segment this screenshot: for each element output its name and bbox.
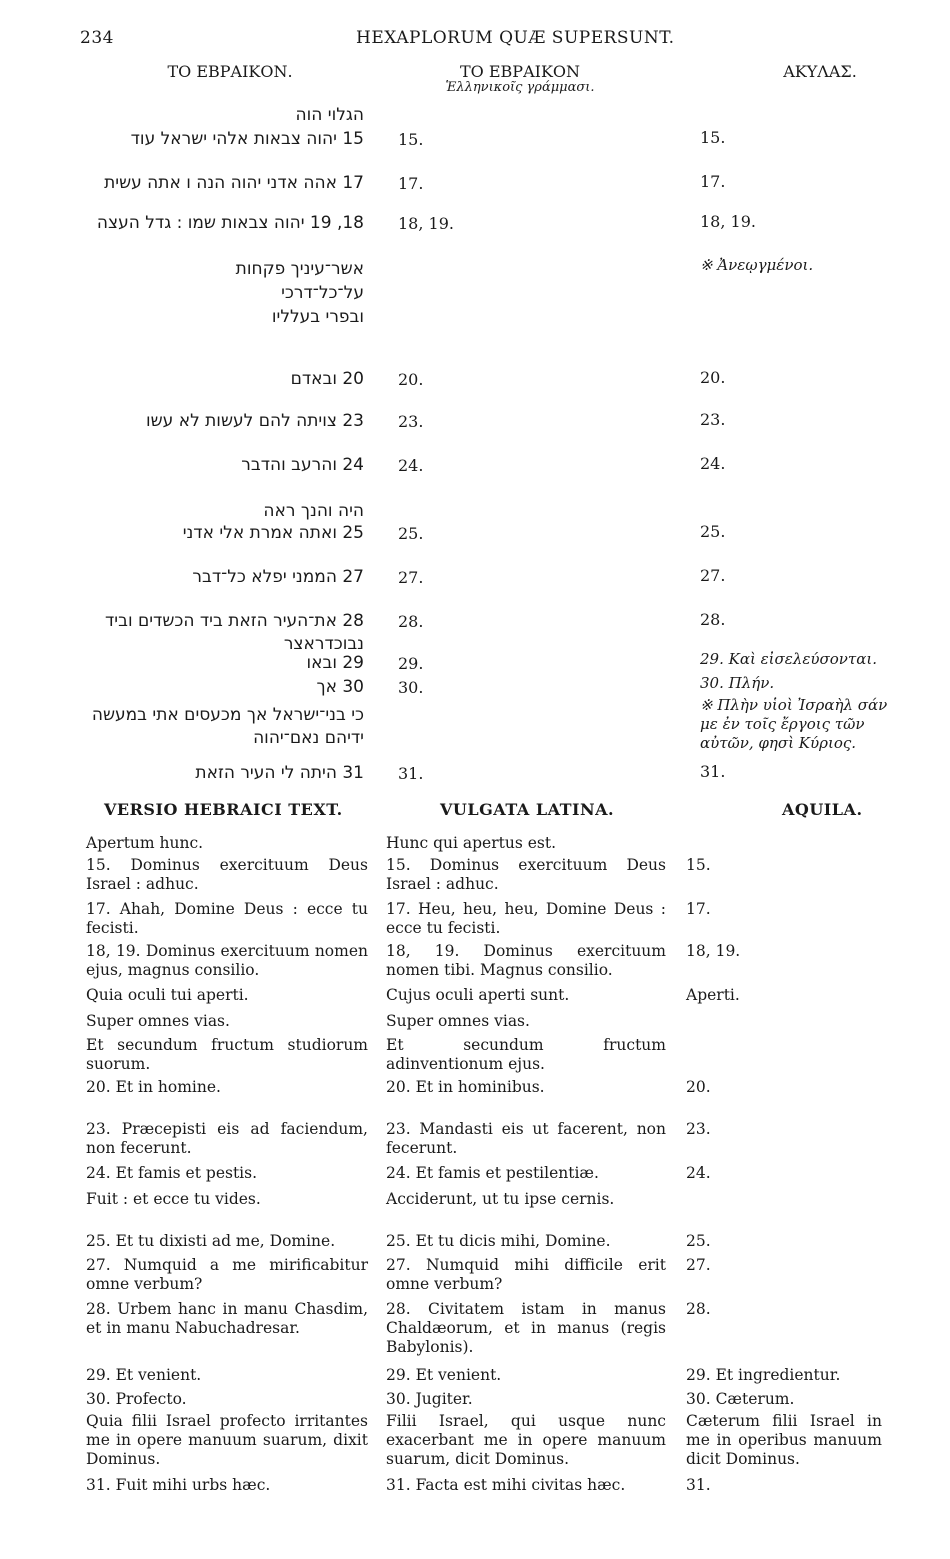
aquila-verse-number: 20. [700, 368, 726, 387]
translit-verse-number: 30. [398, 678, 424, 697]
aquila-latin-line: 24. [686, 1164, 711, 1182]
latin-version-line: 25. Et tu dixisti ad me, Domine. [86, 1232, 336, 1250]
vulgata-line: 31. Facta est mihi civitas hæc. [386, 1476, 626, 1494]
latin-version-line: 17. Ahah, Domine Deus : ecce tu fecisti. [86, 900, 368, 937]
header-aquila: ΑΚΥΛΑΣ. [783, 62, 857, 81]
vulgata-line: 30. Jugiter. [386, 1390, 473, 1408]
hebrew-line: 25 ואתה אמרת אלי אדני [182, 523, 364, 543]
translit-verse-number: 27. [398, 568, 424, 587]
translit-verse-number: 24. [398, 456, 424, 475]
vulgata-line: Filii Israel, qui usque nunc exacerbant me in opere manuum suarum, dicit Dominus. [386, 1412, 666, 1468]
aquila-latin-line: 20. [686, 1078, 711, 1096]
vulgata-line: Cujus oculi aperti sunt. [386, 986, 570, 1004]
hebrew-line: 15 יהוה צבאות אלהי ישראל עוד [130, 129, 364, 149]
translit-verse-number: 25. [398, 524, 424, 543]
translit-verse-number: 23. [398, 412, 424, 431]
latin-header-left: VERSIO HEBRAICI TEXT. [104, 800, 343, 819]
vulgata-line: 17. Heu, heu, heu, Domine Deus : ecce tu fecisti. [386, 900, 666, 937]
vulgata-line: 18, 19. Dominus exercituum nomen tibi. Magnus consilio. [386, 942, 666, 979]
vulgata-line: Acciderunt, ut tu ipse cernis. [386, 1190, 615, 1208]
latin-version-line: Apertum hunc. [86, 834, 204, 852]
aquila-verse-number: 28. [700, 610, 726, 629]
latin-header-right: AQUILA. [782, 800, 863, 819]
page-number: 234 [80, 28, 114, 48]
translit-verse-number: 20. [398, 370, 424, 389]
hebrew-line: היה והנך ראה [263, 501, 364, 521]
aquila-latin-line: 31. [686, 1476, 711, 1494]
vulgata-line: 15. Dominus exercituum Deus Israel : adhuc. [386, 856, 666, 893]
latin-version-line: 15. Dominus exercituum Deus Israel : adhuc. [86, 856, 368, 893]
translit-verse-number: 29. [398, 654, 424, 673]
header-translit: ΤΟ ΕΒΡΑΙΚΟΝ [459, 62, 581, 81]
hebrew-line: 17 אהה אדני יהוה הנה ו אתה עשית [104, 173, 364, 193]
latin-version-line: 31. Fuit mihi urbs hæc. [86, 1476, 271, 1494]
latin-version-line: Quia filii Israel profecto irritantes me in opere manuum suarum, dixit Dominus. [86, 1412, 368, 1468]
aquila-greek-line: 30. Πλήν. [700, 674, 775, 692]
aquila-latin-line: 27. [686, 1256, 711, 1274]
aquila-greek-line: ※ Πλὴν υἱοὶ Ἰσραὴλ σάν με ἐν τοῖς ἔργοις τῶν αὐτῶν, φησὶ Κύριος. [700, 696, 888, 752]
aquila-greek-line: ※ Ἀνεῳγμένοι. [700, 256, 814, 274]
aquila-verse-number: 27. [700, 566, 726, 585]
vulgata-line: 20. Et in hominibus. [386, 1078, 545, 1096]
aquila-latin-line: 17. [686, 900, 711, 918]
aquila-verse-number: 18, 19. [700, 212, 756, 231]
latin-version-line: 28. Urbem hanc in manu Chasdim, et in manu Nabuchadresar. [86, 1300, 368, 1337]
hebrew-line: 31 היתה לי העיר הזאת [195, 763, 364, 783]
vulgata-line: Super omnes vias. [386, 1012, 530, 1030]
vulgata-line: Hunc qui apertus est. [386, 834, 557, 852]
hebrew-line: ובפרי בעלליו [271, 307, 364, 327]
latin-version-line: 20. Et in homine. [86, 1078, 221, 1096]
latin-version-line: Quia oculi tui aperti. [86, 986, 249, 1004]
aquila-verse-number: 31. [700, 762, 726, 781]
aquila-latin-line: 30. Cæterum. [686, 1390, 795, 1408]
latin-version-line: 18, 19. Dominus exercituum nomen ejus, magnus consilio. [86, 942, 368, 979]
aquila-verse-number: 23. [700, 410, 726, 429]
hebrew-line: 24 והרעב והדבר [241, 455, 364, 475]
latin-version-line: 23. Præcepisti eis ad faciendum, non fecerunt. [86, 1120, 368, 1157]
latin-version-line: Et secundum fructum studiorum suorum. [86, 1036, 368, 1073]
aquila-verse-number: 17. [700, 172, 726, 191]
hebrew-line: 28 את־העיר הזאת ביד הכשדים וביד נבוכדראצר [105, 611, 364, 654]
aquila-latin-line: Cæterum filii Israel in me in operibus manuum dicit Dominus. [686, 1412, 882, 1468]
aquila-verse-number: 15. [700, 128, 726, 147]
translit-verse-number: 31. [398, 764, 424, 783]
hebrew-line: אשר־עיניך פקחות [235, 259, 364, 279]
aquila-latin-line: 15. [686, 856, 711, 874]
hebrew-line: 18, 19 יהוה צבאות שמו : גדל העצה [96, 213, 364, 233]
hebrew-line: כי בני־ישראל אך מכעסים אתי במעשה ידיהם נאם־יהוה [91, 705, 364, 748]
hebrew-line: הגלוי הוה [295, 105, 364, 125]
latin-version-line: 30. Profecto. [86, 1390, 187, 1408]
vulgata-line: Et secundum fructum adinventionum ejus. [386, 1036, 666, 1073]
aquila-latin-line: 28. [686, 1300, 711, 1318]
aquila-latin-line: 25. [686, 1232, 711, 1250]
hebrew-line: 23 צויתה להם לעשות לא עשו [145, 411, 364, 431]
header-hebrew: ΤΟ ΕΒΡΑΙΚΟΝ. [167, 62, 293, 81]
aquila-greek-line: 29. Καὶ εἰσελεύσονται. [700, 650, 877, 668]
vulgata-line: 29. Et venient. [386, 1366, 502, 1384]
hebrew-line: על־כל־דרכי [281, 283, 364, 303]
vulgata-line: 25. Et tu dicis mihi, Domine. [386, 1232, 611, 1250]
translit-verse-number: 15. [398, 130, 424, 149]
latin-version-line: 27. Numquid a me mirificabitur omne verbum? [86, 1256, 368, 1293]
aquila-verse-number: 24. [700, 454, 726, 473]
aquila-latin-line: 23. [686, 1120, 711, 1138]
vulgata-line: 23. Mandasti eis ut facerent, non fecerunt. [386, 1120, 666, 1157]
latin-version-line: 29. Et venient. [86, 1366, 202, 1384]
translit-verse-number: 18, 19. [398, 214, 454, 233]
header-translit-sub: Ἑλληνικοῖς γράμμασι. [445, 80, 595, 95]
vulgata-line: 27. Numquid mihi difficile erit omne verbum? [386, 1256, 666, 1293]
latin-version-line: 24. Et famis et pestis. [86, 1164, 258, 1182]
latin-header-mid: VULGATA LATINA. [440, 800, 615, 819]
hebrew-line: 27 הממני יפלא כל־דבר [192, 567, 364, 587]
latin-version-line: Fuit : et ecce tu vides. [86, 1190, 261, 1208]
translit-verse-number: 17. [398, 174, 424, 193]
vulgata-line: 28. Civitatem istam in manus Chaldæorum, et in manus (regis Babylonis). [386, 1300, 666, 1356]
aquila-latin-line: 29. Et ingredientur. [686, 1366, 841, 1384]
translit-verse-number: 28. [398, 612, 424, 631]
vulgata-line: 24. Et famis et pestilentiæ. [386, 1164, 599, 1182]
aquila-latin-line: 18, 19. [686, 942, 741, 960]
latin-version-line: Super omnes vias. [86, 1012, 230, 1030]
hebrew-line: 20 ובאדם [290, 369, 364, 389]
aquila-latin-line: Aperti. [686, 986, 740, 1004]
hebrew-line: 29 ובאו [306, 653, 364, 673]
running-title: HEXAPLORUM QUÆ SUPERSUNT. [356, 28, 675, 48]
hebrew-line: 30 אך [316, 677, 364, 697]
aquila-verse-number: 25. [700, 522, 726, 541]
